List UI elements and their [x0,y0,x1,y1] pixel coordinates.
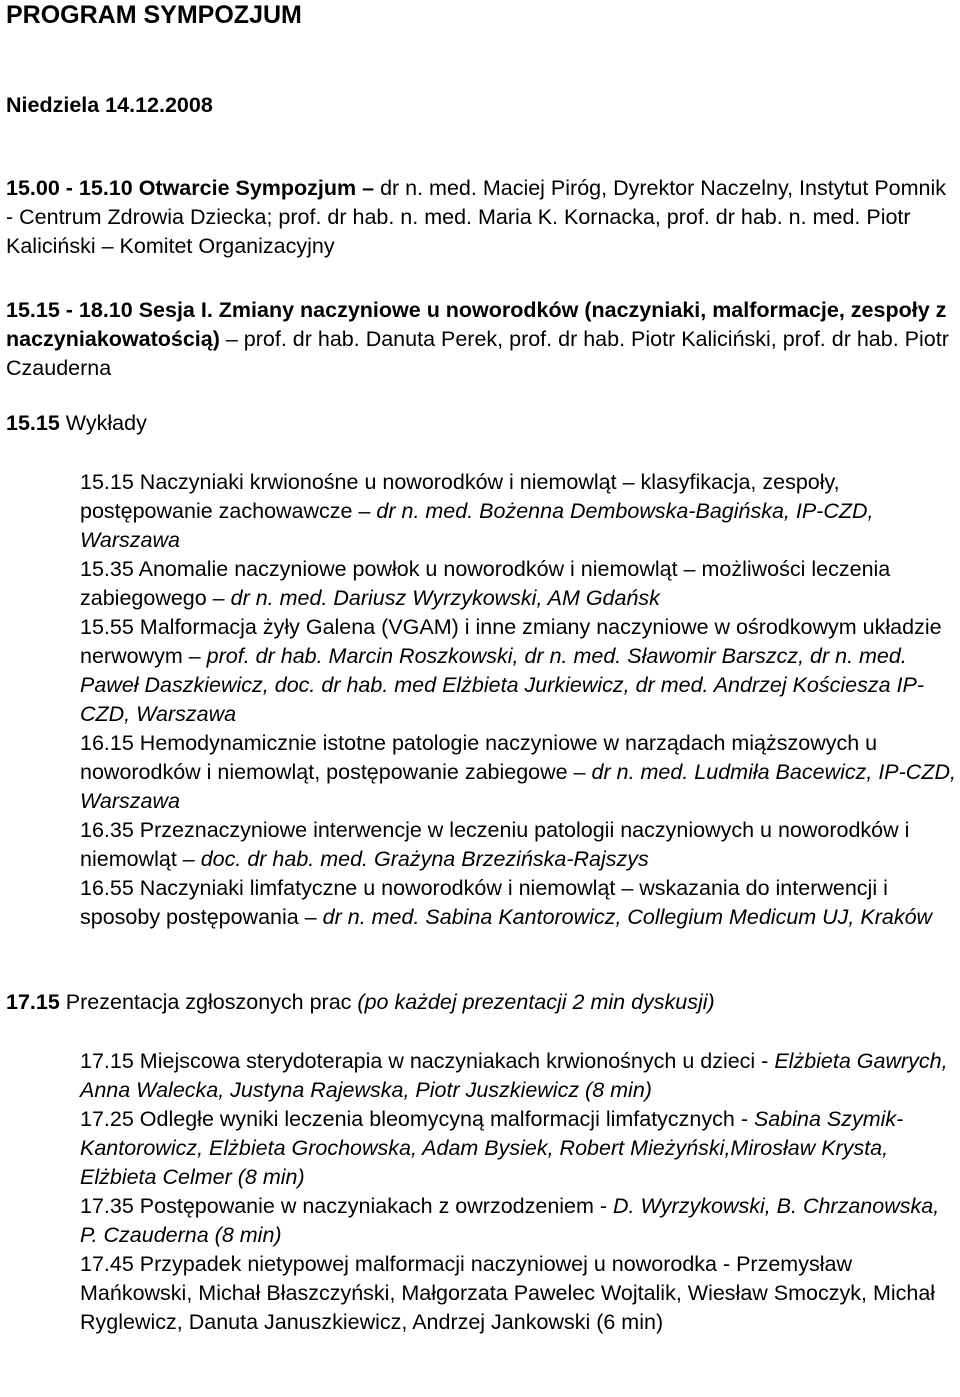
paper-authors: Sabina Szymik-Kantorowicz, Elżbieta Grochowska, Adam Bysiek, Robert Mieżyński,Mirosław Krysta, Elżbieta Celmer (8 min) [80,1107,904,1189]
paper-item [80,1250,960,1337]
opening-time: 15.00 - 15.10 [6,176,133,200]
paper-item [80,1047,960,1105]
paper-time: 17.15 [80,1049,134,1073]
presentations-heading [6,988,956,1017]
lecture-title: Anomalie naczyniowe powłok u noworodków i niemowląt – możliwości leczenia zabiegowego – [80,557,891,610]
paper-authors: Elżbieta Gawrych, Anna Walecka, Justyna Rajewska, Piotr Juszkiewicz (8 min) [80,1049,948,1102]
lecture-time: 16.35 [80,818,134,842]
lecture-speaker: prof. dr hab. Marcin Roszkowski, dr n. med. Sławomir Barszcz, dr n. med. Paweł Daszkiewicz, doc. dr hab. med Elżbieta Jurkiewicz, dr med. Andrzej Kościesza IP-CZD, Warszawa [80,644,925,726]
lecture-speaker: doc. dr hab. med. Grażyna Brzezińska-Rajszys [200,847,649,871]
lecture-title: Malformacja żyły Galena (VGAM) i inne zmiany naczyniowe w ośrodkowym układzie nerwowym – [80,615,942,668]
opening-speakers: dr n. med. Maciej Piróg, Dyrektor Naczelny, Instytut Pomnik - Centrum Zdrowia Dziecka; prof. dr hab. n. med. Maria K. Kornacka, prof. dr hab. n. med. Piotr Kaliciński – Komitet Organizacyjny [6,176,947,258]
lecture-speaker: dr n. med. Dariusz Wyrzykowski, AM Gdańsk [230,586,660,610]
paper-time: 17.45 [80,1252,134,1276]
lectures-label: Wykłady [65,411,147,435]
lecture-item [80,613,960,729]
lecture-speaker: dr n. med. Ludmiła Bacewicz, IP-CZD, Warszawa [80,760,956,813]
paper-title: Postępowanie w naczyniakach z owrzodzeniem - [139,1194,614,1218]
lecture-title: Hemodynamicznie istotne patologie naczyniowe w narządach miąższowych u noworodków i niemowląt, postępowanie zabiegowe – [80,731,878,784]
paper-list [80,1047,960,1337]
lecture-item [80,874,960,932]
lecture-item [80,468,960,555]
day-heading: Niedziela 14.12.2008 [6,93,213,117]
opening-name: Otwarcie Sympozjum [138,176,357,200]
presentations-label: Prezentacja zgłoszonych prac [65,990,352,1014]
session-chairs: – prof. dr hab. Danuta Perek, prof. dr hab. Piotr Kaliciński, prof. dr hab. Piotr Czauderna [6,327,949,380]
page-title: PROGRAM SYMPOZJUM [6,1,302,29]
lecture-time: 16.55 [80,876,134,900]
lecture-item [80,729,960,816]
session-item [6,296,956,383]
presentations-time: 17.15 [6,990,60,1014]
lecture-speaker: dr n. med. Bożenna Dembowska-Bagińska, IP-CZD, Warszawa [80,499,874,552]
lecture-time: 15.15 [80,470,134,494]
paper-time: 17.25 [80,1107,134,1131]
session-topic: Zmiany naczyniowe u noworodków (naczyniaki, malformacje, zespoły z naczyniakowatością) [6,298,947,351]
paper-title: Miejscowa sterydoterapia w naczyniakach krwionośnych u dzieci - [139,1049,775,1073]
lecture-time: 16.15 [80,731,134,755]
paper-item [80,1105,960,1192]
lecture-title: Naczyniaki krwionośne u noworodków i niemowląt – klasyfikacja, zespoły, postępowanie zachowawcze – [80,470,840,523]
lecture-speaker: dr n. med. Sabina Kantorowicz, Collegium Medicum UJ, Kraków [322,905,933,929]
lecture-title: Przeznaczyniowe interwencje w leczeniu patologii naczyniowych u noworodków i niemowląt – [80,818,910,871]
opening-item [6,174,956,261]
session-name: Sesja I. [138,298,213,322]
lecture-list [80,468,960,932]
session-time: 15.15 - 18.10 [6,298,133,322]
paper-time: 17.35 [80,1194,134,1218]
lecture-time: 15.55 [80,615,134,639]
lecture-time: 15.35 [80,557,134,581]
paper-item [80,1192,960,1250]
paper-title: Odległe wyniki leczenia bleomycyną malformacji limfatycznych - [139,1107,754,1131]
program-page [6,0,956,1334]
opening-dash: – [356,176,381,200]
presentations-note: (po każdej prezentacji 2 min dyskusji) [357,990,715,1014]
lecture-title: Naczyniaki limfatyczne u noworodków i niemowląt – wskazania do interwencji i sposoby postępowania – [80,876,888,929]
lectures-heading [6,409,956,438]
paper-authors: D. Wyrzykowski, B. Chrzanowska, P. Czauderna (8 min) [80,1194,940,1247]
lectures-time: 15.15 [6,411,60,435]
lecture-item [80,816,960,874]
paper-title: Przypadek nietypowej malformacji naczyniowej u noworodka - Przemysław Mańkowski, Michał Błaszczyński, Małgorzata Pawelec Wojtalik, Wiesław Smoczyk, Michał Ryglewicz, Danuta Januszkiewicz, Andrzej Jankowski (6 min) [80,1252,936,1334]
lecture-item [80,555,960,613]
